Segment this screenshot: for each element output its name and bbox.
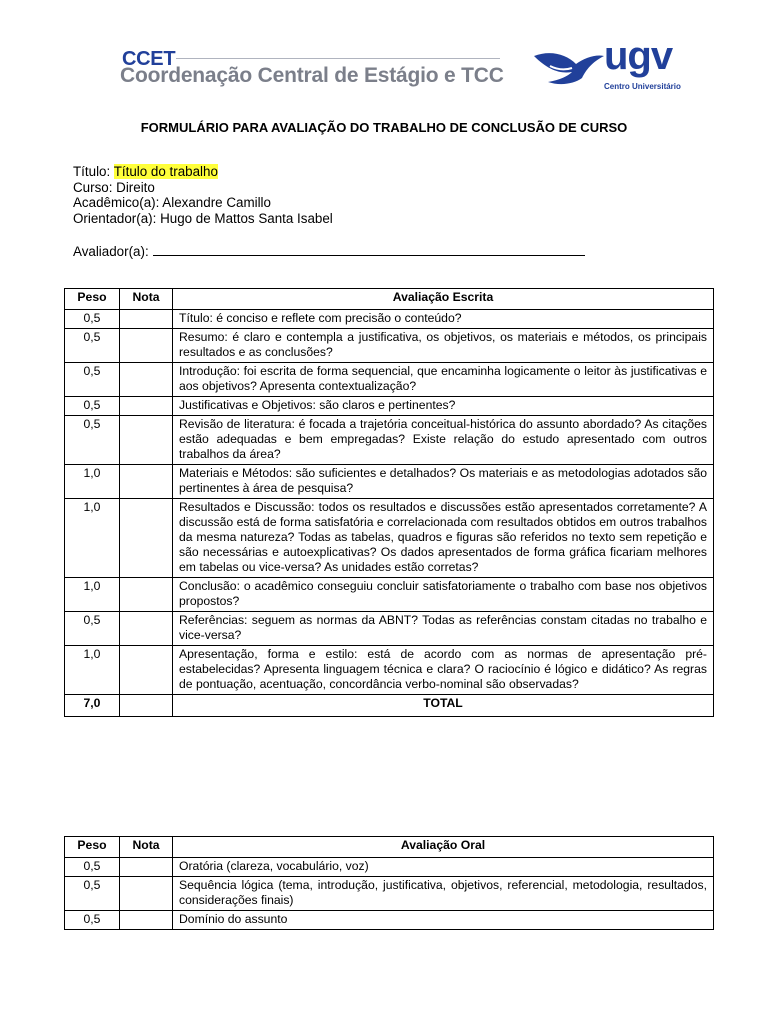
criterion-cell: Sequência lógica (tema, introdução, justificativa, objetivos, referencial, metodologia, resultados, considerações finais): [173, 877, 714, 911]
titulo-label: Título:: [73, 164, 114, 179]
peso-header: Peso: [65, 289, 120, 310]
criterion-cell: Revisão de literatura: é focada a trajetória conceitual-histórica do assunto abordado? As citações estão adequadas e bem empregadas? Existe relação do estudo apresentado com outros trabalhos da área?: [173, 416, 714, 465]
peso-cell: 1,0: [65, 646, 120, 695]
table-row: [65, 397, 714, 416]
criterion-cell: Resultados e Discussão: todos os resultados e discussões estão apresentados corretamente? A discussão está de forma satisfatória e correlacionada com resultados obtidos em outros trabalhos da mesma natureza? Todas as tabelas, quadros e figuras são referidos no texto sem repetição e são necessárias e autoexplicativas? Os dados apresentados de forma gráfica ficariam melhores em tabelas ou vice-versa? As unidades estão corretas?: [173, 499, 714, 578]
criterion-cell: Introdução: foi escrita de forma sequencial, que encaminha logicamente o leitor às justificativas e aos objetivos? Apresenta contextualização?: [173, 363, 714, 397]
nota-cell[interactable]: [120, 329, 173, 363]
total-label: TOTAL: [173, 695, 714, 717]
table-row: [65, 877, 714, 911]
peso-cell: 0,5: [65, 329, 120, 363]
ugv-logo-subtitle: Centro Universitário: [604, 82, 681, 91]
table-row: [65, 578, 714, 612]
peso-cell: 0,5: [65, 363, 120, 397]
nota-cell[interactable]: [120, 310, 173, 329]
nota-cell[interactable]: [120, 646, 173, 695]
nota-cell[interactable]: [120, 363, 173, 397]
desc-header: Avaliação Oral: [173, 837, 714, 858]
nota-cell[interactable]: [120, 911, 173, 930]
peso-cell: 0,5: [65, 310, 120, 329]
criterion-cell: Resumo: é claro e contempla a justificativa, os objetivos, os materiais e métodos, os principais resultados e as conclusões?: [173, 329, 714, 363]
academico-row: Acadêmico(a): Alexandre Camillo: [73, 195, 271, 210]
table-row: [65, 612, 714, 646]
nota-header: Nota: [120, 837, 173, 858]
table-row: [65, 329, 714, 363]
peso-cell: 0,5: [65, 612, 120, 646]
titulo-row: [73, 164, 333, 180]
oral-evaluation-table: [64, 836, 714, 930]
nota-cell[interactable]: [120, 397, 173, 416]
nota-cell[interactable]: [120, 578, 173, 612]
peso-cell: 0,5: [65, 858, 120, 877]
criterion-cell: Conclusão: o acadêmico conseguiu concluir satisfatoriamente o trabalho com base nos objetivos propostos?: [173, 578, 714, 612]
ugv-logo-text: ugv: [604, 34, 673, 78]
table-row: [65, 416, 714, 465]
ccet-subtitle: Coordenação Central de Estágio e TCC: [120, 64, 504, 87]
table-row: [65, 465, 714, 499]
avaliador-signature-line[interactable]: [153, 242, 585, 256]
criterion-cell: Título: é conciso e reflete com precisão o conteúdo?: [173, 310, 714, 329]
total-nota-cell[interactable]: [120, 695, 173, 717]
peso-cell: 0,5: [65, 397, 120, 416]
document-title: FORMULÁRIO PARA AVALIAÇÃO DO TRABALHO DE CONCLUSÃO DE CURSO: [140, 120, 628, 135]
peso-header: Peso: [65, 837, 120, 858]
nota-header: Nota: [120, 289, 173, 310]
table-row: [65, 363, 714, 397]
work-info: [73, 164, 333, 226]
nota-cell[interactable]: [120, 465, 173, 499]
nota-cell[interactable]: [120, 499, 173, 578]
avaliador-label: Avaliador(a):: [73, 244, 149, 259]
criterion-cell: Referências: seguem as normas da ABNT? Todas as referências constam citadas no trabalho e vice-versa?: [173, 612, 714, 646]
document-header: [120, 34, 720, 104]
table-row: [65, 646, 714, 695]
orientador-row: Orientador(a): Hugo de Mattos Santa Isabel: [73, 210, 333, 226]
table-header-row: [65, 289, 714, 310]
criterion-cell: Apresentação, forma e estilo: está de acordo com as normas de apresentação pré-estabelecidas? Apresenta linguagem técnica e clara? O raciocínio é lógico e didático? As regras de pontuação, acentuação, concordância verbo-nominal são observadas?: [173, 646, 714, 695]
written-evaluation-table: [64, 288, 714, 717]
criterion-cell: Domínio do assunto: [173, 911, 714, 930]
table-row: [65, 858, 714, 877]
table-header-row: [65, 837, 714, 858]
nota-cell[interactable]: [120, 877, 173, 911]
total-peso: 7,0: [65, 695, 120, 717]
criterion-cell: Oratória (clareza, vocabulário, voz): [173, 858, 714, 877]
curso-row: Curso: Direito: [73, 179, 155, 195]
ccet-logo-text: CCET: [122, 48, 176, 70]
table-row: [65, 310, 714, 329]
total-row: [65, 695, 714, 717]
criterion-cell: Justificativas e Objetivos: são claros e pertinentes?: [173, 397, 714, 416]
peso-cell: 0,5: [65, 911, 120, 930]
peso-cell: 1,0: [65, 578, 120, 612]
nota-cell[interactable]: [120, 612, 173, 646]
titulo-value: Título do trabalho: [113, 164, 218, 179]
header-divider: [176, 58, 500, 59]
evaluator-row: [73, 242, 585, 259]
peso-cell: 0,5: [65, 416, 120, 465]
nota-cell[interactable]: [120, 416, 173, 465]
criterion-cell: Materiais e Métodos: são suficientes e detalhados? Os materiais e as metodologias adotados são pertinentes à área de pesquisa?: [173, 465, 714, 499]
table-row: [65, 499, 714, 578]
peso-cell: 0,5: [65, 877, 120, 911]
nota-cell[interactable]: [120, 858, 173, 877]
table-row: [65, 911, 714, 930]
desc-header: Avaliação Escrita: [173, 289, 714, 310]
peso-cell: 1,0: [65, 499, 120, 578]
peso-cell: 1,0: [65, 465, 120, 499]
